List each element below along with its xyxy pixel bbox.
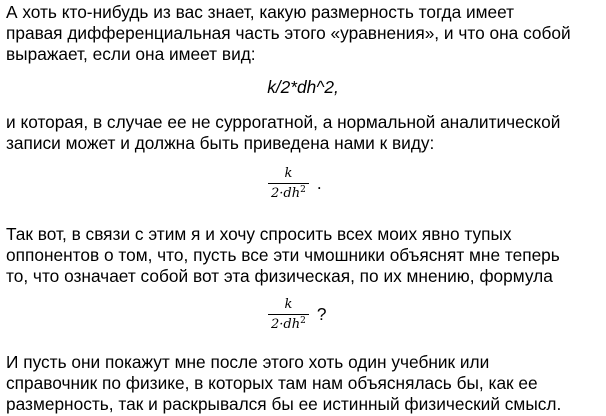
denominator-base: 2·dh xyxy=(271,186,301,201)
denominator-exponent: 2 xyxy=(300,185,306,195)
fraction-numerator: k xyxy=(284,166,293,181)
paragraph-textbook xyxy=(6,352,604,415)
inline-formula: k/2*dh^2, xyxy=(267,77,339,97)
fraction-suffix: ? xyxy=(316,304,327,324)
paragraph-question-dimension xyxy=(6,2,604,65)
fraction-formula-1 xyxy=(268,166,322,201)
text-line: размерность, так и раскрывался бы ее истинный физический смысл. xyxy=(6,394,562,414)
text-line: записи может и должна быть приведена нами к виду: xyxy=(6,133,435,153)
denominator-exponent: 2 xyxy=(300,316,306,326)
paragraph-ask-opponents xyxy=(6,224,604,287)
fraction-denominator xyxy=(268,184,309,201)
paragraph-normal-form xyxy=(6,112,604,154)
denominator-base: 2·dh xyxy=(271,317,301,332)
text-line: И пусть они покажут мне после этого хоть один учебник или xyxy=(6,352,490,372)
text-line: А хоть кто-нибудь из вас знает, какую размерность тогда имеет xyxy=(6,2,515,22)
fraction-numerator: k xyxy=(284,297,293,312)
text-line: то, что означает собой вот эта физическая, по их мнению, формула xyxy=(6,266,553,286)
text-line: оппонентов о том, что, пусть все эти чмошники объяснят мне теперь xyxy=(6,245,560,265)
fraction xyxy=(268,297,309,332)
text-line: выражает, если она имеет вид: xyxy=(6,44,256,64)
text-line: Так вот, в связи с этим я и хочу спросить всех моих явно тупых xyxy=(6,224,512,244)
fraction-suffix: . xyxy=(316,173,322,193)
text-line: справочник по физике, в которых там нам объяснялась бы, как ее xyxy=(6,373,538,393)
text-line: и которая, в случае ее не суррогатной, а нормальной аналитической xyxy=(6,112,561,132)
fraction-denominator xyxy=(268,315,309,332)
fraction xyxy=(268,166,309,201)
fraction-formula-2 xyxy=(268,297,326,332)
text-line: правая дифференциальная часть этого «уравнения», и что она собой xyxy=(6,23,571,43)
